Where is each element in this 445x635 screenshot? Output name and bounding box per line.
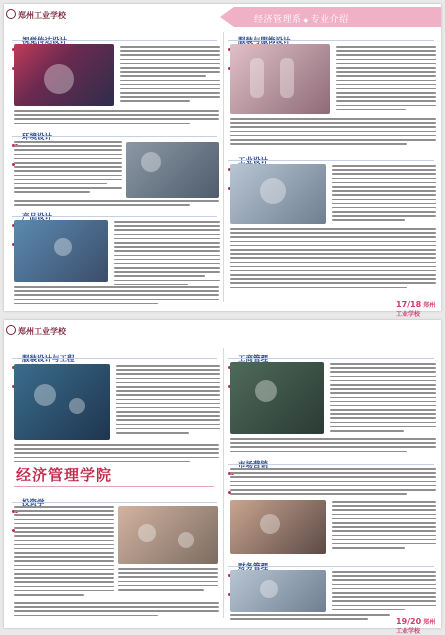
school-name: 郑州工业学校 bbox=[18, 11, 66, 20]
ribbon-left: 经济管理系 bbox=[254, 15, 302, 25]
column-divider bbox=[223, 32, 224, 302]
product-photo bbox=[14, 220, 108, 282]
paragraph bbox=[332, 165, 436, 224]
page-header bbox=[4, 320, 441, 346]
ribbon-separator: ◆ bbox=[303, 17, 309, 24]
finance-class-photo bbox=[230, 570, 326, 612]
college-title: 经济管理学院 bbox=[16, 466, 113, 484]
fashion-show-photo bbox=[230, 44, 330, 114]
stage-photo bbox=[14, 44, 114, 106]
paragraph bbox=[332, 571, 436, 613]
paragraph bbox=[230, 228, 436, 291]
paragraph bbox=[332, 501, 436, 551]
title-underline bbox=[14, 486, 214, 487]
paragraph bbox=[336, 46, 436, 113]
paragraph bbox=[230, 614, 390, 622]
business-class-photo bbox=[230, 362, 324, 434]
paragraph bbox=[14, 110, 219, 127]
school-logo-icon bbox=[6, 325, 16, 335]
studio-photo bbox=[126, 142, 219, 198]
paragraph bbox=[116, 365, 220, 436]
paragraph bbox=[118, 568, 218, 593]
section-heading bbox=[228, 556, 434, 567]
paragraph bbox=[14, 506, 114, 598]
paragraph bbox=[14, 602, 219, 619]
section-heading bbox=[12, 206, 217, 217]
section-heading bbox=[228, 454, 434, 465]
paragraph bbox=[14, 444, 219, 465]
ribbon-right: 专业介绍 bbox=[310, 15, 349, 25]
section-heading bbox=[12, 126, 217, 137]
school-name: 郑州工业学校 bbox=[18, 327, 66, 336]
section-heading bbox=[12, 492, 217, 503]
paragraph bbox=[14, 141, 122, 195]
column-divider bbox=[223, 348, 224, 618]
brochure-page-1 bbox=[4, 4, 441, 318]
paragraph bbox=[230, 468, 436, 497]
section-heading bbox=[228, 30, 434, 41]
section-heading bbox=[12, 348, 217, 359]
paragraph bbox=[230, 438, 436, 455]
section-heading bbox=[228, 348, 434, 359]
paragraph bbox=[120, 46, 220, 105]
brochure-page-2 bbox=[4, 320, 441, 635]
classroom-photo bbox=[118, 506, 218, 564]
industrial-design-photo bbox=[230, 164, 326, 224]
page-header bbox=[4, 4, 441, 30]
paragraph bbox=[14, 286, 219, 307]
paragraph bbox=[114, 221, 220, 288]
marketing-event-photo bbox=[230, 500, 326, 554]
garment-workshop-photo bbox=[14, 364, 110, 440]
school-logo-icon bbox=[6, 9, 16, 19]
header-ribbon bbox=[234, 7, 441, 27]
page-number: 17/18 郑州工业学校 bbox=[396, 300, 436, 318]
paragraph bbox=[230, 118, 436, 147]
section-heading bbox=[12, 30, 217, 41]
section-heading bbox=[228, 150, 434, 161]
paragraph bbox=[330, 363, 436, 434]
page-number: 19/20 郑州工业学校 bbox=[396, 617, 436, 635]
